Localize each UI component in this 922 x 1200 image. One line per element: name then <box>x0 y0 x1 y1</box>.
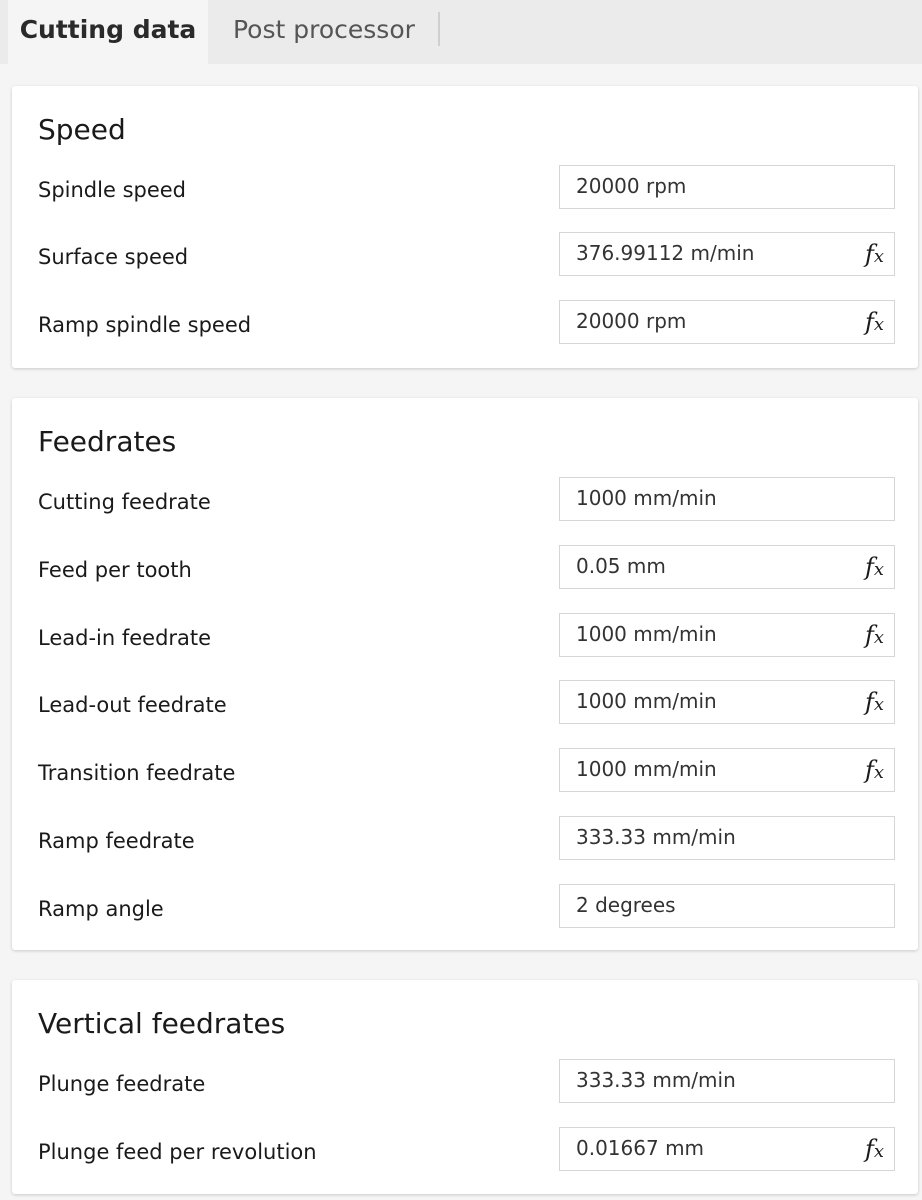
ramp-feedrate-value: 333.33 mm/min <box>576 825 736 849</box>
fx-expression-icon[interactable]: fx <box>864 553 884 581</box>
label-spindle-speed: Spindle speed <box>38 178 187 202</box>
speed-section <box>12 86 918 368</box>
fx-expression-icon[interactable]: fx <box>864 756 884 784</box>
ramp-spindle-speed-value: 20000 rpm <box>576 309 687 333</box>
fx-expression-icon[interactable]: fx <box>864 240 884 268</box>
label-feed-per-tooth: Feed per tooth <box>38 558 192 582</box>
lead-in-feedrate-value: 1000 mm/min <box>576 622 717 646</box>
lead-out-feedrate-input[interactable] <box>559 680 895 724</box>
tab-cutting-data[interactable]: Cutting data <box>8 0 208 64</box>
fx-expression-icon[interactable]: fx <box>864 1135 884 1163</box>
label-cutting-feedrate: Cutting feedrate <box>38 490 211 514</box>
plunge-feed-per-revolution-input[interactable] <box>559 1127 895 1171</box>
label-ramp-spindle-speed: Ramp spindle speed <box>38 313 252 337</box>
ramp-spindle-speed-input[interactable] <box>559 300 895 344</box>
surface-speed-input[interactable] <box>559 232 895 276</box>
label-lead-out-feedrate: Lead-out feedrate <box>38 693 227 717</box>
lead-in-feedrate-input[interactable] <box>559 613 895 657</box>
feedrates-section <box>12 398 918 950</box>
label-ramp-angle: Ramp angle <box>38 897 164 921</box>
section-title-feedrates: Feedrates <box>38 425 177 458</box>
cutting-feedrate-value: 1000 mm/min <box>576 486 717 510</box>
plunge-feed-per-revolution-value: 0.01667 mm <box>576 1136 705 1160</box>
fx-expression-icon[interactable]: fx <box>864 688 884 716</box>
lead-out-feedrate-value: 1000 mm/min <box>576 689 717 713</box>
plunge-feedrate-value: 333.33 mm/min <box>576 1068 736 1092</box>
feed-per-tooth-input[interactable] <box>559 545 895 589</box>
surface-speed-value: 376.99112 m/min <box>576 241 755 265</box>
tab-post-processor[interactable]: Post processor <box>233 15 415 44</box>
transition-feedrate-value: 1000 mm/min <box>576 757 717 781</box>
feed-per-tooth-value: 0.05 mm <box>576 554 666 578</box>
spindle-speed-input[interactable] <box>559 165 895 209</box>
spindle-speed-value: 20000 rpm <box>576 174 687 198</box>
label-plunge-feedrate: Plunge feedrate <box>38 1072 206 1096</box>
label-surface-speed: Surface speed <box>38 245 189 269</box>
cutting-feedrate-input[interactable] <box>559 477 895 521</box>
transition-feedrate-input[interactable] <box>559 748 895 792</box>
plunge-feedrate-input[interactable] <box>559 1059 895 1103</box>
label-ramp-feedrate: Ramp feedrate <box>38 829 195 853</box>
section-title-speed: Speed <box>38 113 126 146</box>
section-title-vertical-feedrates: Vertical feedrates <box>38 1007 286 1040</box>
ramp-angle-input[interactable] <box>559 884 895 928</box>
fx-expression-icon[interactable]: fx <box>864 621 884 649</box>
tab-divider <box>438 12 440 46</box>
label-lead-in-feedrate: Lead-in feedrate <box>38 626 212 650</box>
vertical-feedrates-section <box>12 980 918 1194</box>
ramp-angle-value: 2 degrees <box>576 893 676 917</box>
label-transition-feedrate: Transition feedrate <box>38 761 236 785</box>
label-plunge-feed-per-revolution: Plunge feed per revolution <box>38 1140 317 1164</box>
ramp-feedrate-input[interactable] <box>559 816 895 860</box>
fx-expression-icon[interactable]: fx <box>864 308 884 336</box>
tab-bar <box>0 0 922 64</box>
